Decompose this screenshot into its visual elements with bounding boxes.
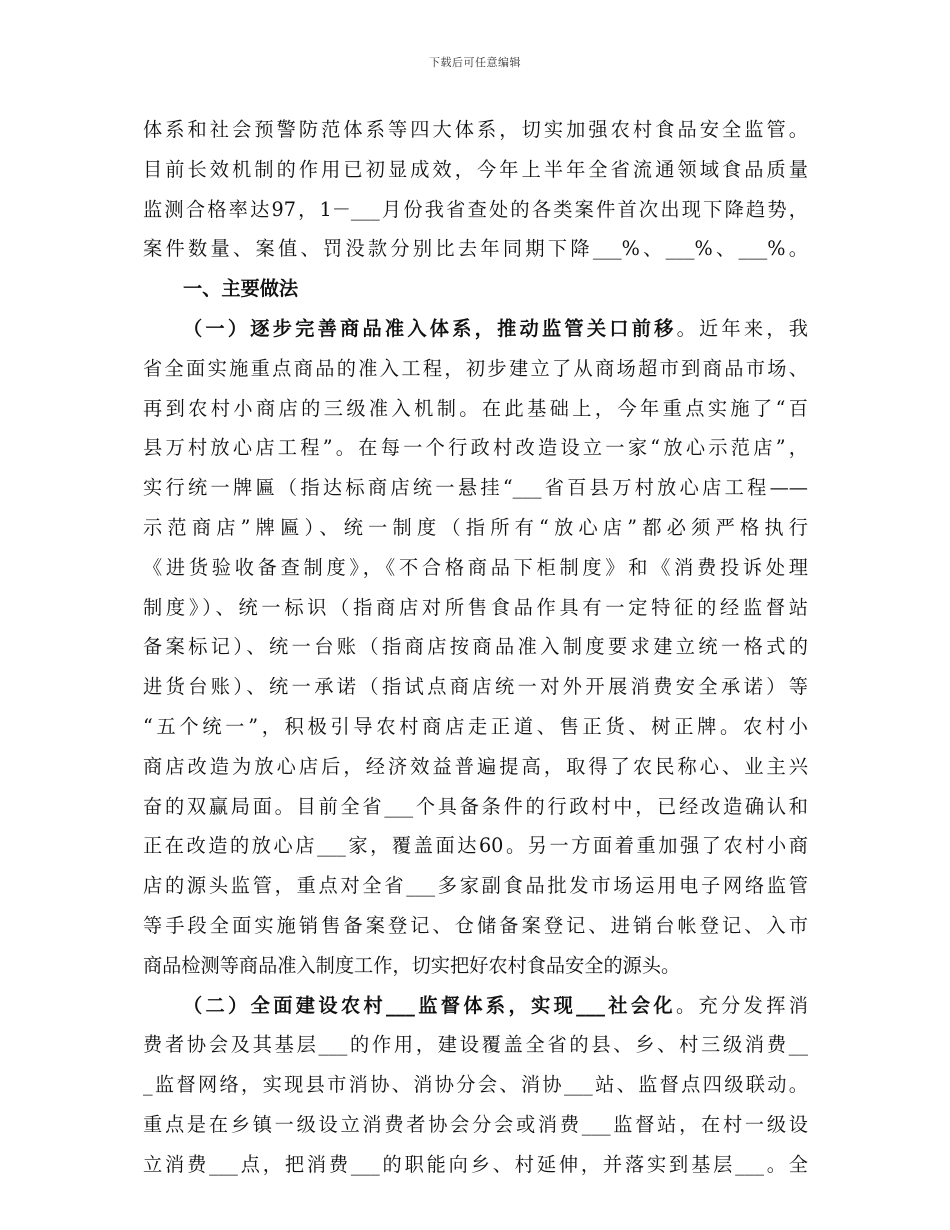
text-line: 重点是在乡镇一级设立消费者协会分会或消费___监督站，在村一级设 [143,1112,808,1136]
text-line: 奋的双赢局面。目前全省___个具备条件的行政村中，已经改造确认和 [143,794,808,818]
page-header: 下载后可任意编辑 [429,56,521,69]
text-line: 省全面实施重点商品的准入工程，初步建立了从商场超市到商品市场、 [143,356,808,380]
text-line: 正在改造的放心店___家，覆盖面达60。另一方面着重加强了农村小商 [143,834,808,858]
text-line: 监测合格率达97，1－___月份我省查处的各类案件首次出现下降趋势， [143,197,808,221]
text-line: 《进货验收备查制度》，《不合格商品下柜制度》和《消费投诉处理 [143,555,808,579]
text-line: 目前长效机制的作用已初显成效，今年上半年全省流通领域食品质量 [143,157,808,181]
subsection-heading: （一）逐步完善商品准入体系，推动监管关口前移 [183,316,677,340]
text-line: 体系和社会预警防范体系等四大体系，切实加强农村食品安全监管。 [143,118,808,141]
subsection-line [143,309,808,349]
text-run: 。近年来，我 [676,316,808,340]
text-line: _监督网络，实现县市消协、消协分会、消协___站、监督点四级联动。 [143,1073,808,1097]
subsection-line [143,986,808,1026]
text-line: 示范商店”牌匾）、统一制度（指所有“放心店”都必须严格执行 [143,515,808,539]
text-line: 商品检测等商品准入制度工作，切实把好农村食品安全的源头。 [143,953,681,977]
text-line: 实行统一牌匾（指达标商店统一悬挂“___省百县万村放心店工程—— [143,476,808,500]
text-line: 再到农村小商店的三级准入机制。在此基础上，今年重点实施了“百 [143,396,808,420]
text-line: 县万村放心店工程”。在每一个行政村改造设立一家“放心示范店”， [143,436,808,460]
text-line: 制度》）、统一标识（指商店对所售食品作具有一定特征的经监督站 [143,595,808,619]
text-line: 店的源头监管，重点对全省___多家副食品批发市场运用电子网络监管 [143,874,808,898]
document-body [143,110,808,1185]
text-line: 备案标记）、统一台账（指商店按商品准入制度要求建立统一格式的 [143,635,808,659]
text-run: 。充分发挥消 [676,993,808,1017]
text-line: 进货台账）、统一承诺（指试点商店统一对外开展消费安全承诺）等 [143,675,808,699]
text-line: 商店改造为放心店后，经济效益普遍提高，取得了农民称心、业主兴 [143,754,808,778]
section-heading: 一、主要做法 [183,277,299,301]
text-line: 等手段全面实施销售备案登记、仓储备案登记、进销台帐登记、入市 [143,913,808,937]
text-line: 立消费___点，把消费___的职能向乡、村延伸，并落实到基层___。全 [143,1152,808,1176]
text-line: 费者协会及其基层___的作用，建设覆盖全省的县、乡、村三级消费__ [143,1033,808,1057]
text-line: 案件数量、案值、罚没款分别比去年同期下降___%、___%、___%。 [143,237,808,261]
subsection-heading: （二）全面建设农村___监督体系，实现___社会化 [183,993,676,1017]
text-line: “五个统一”，积极引导农村商店走正道、售正货、树正牌。农村小 [143,714,808,738]
